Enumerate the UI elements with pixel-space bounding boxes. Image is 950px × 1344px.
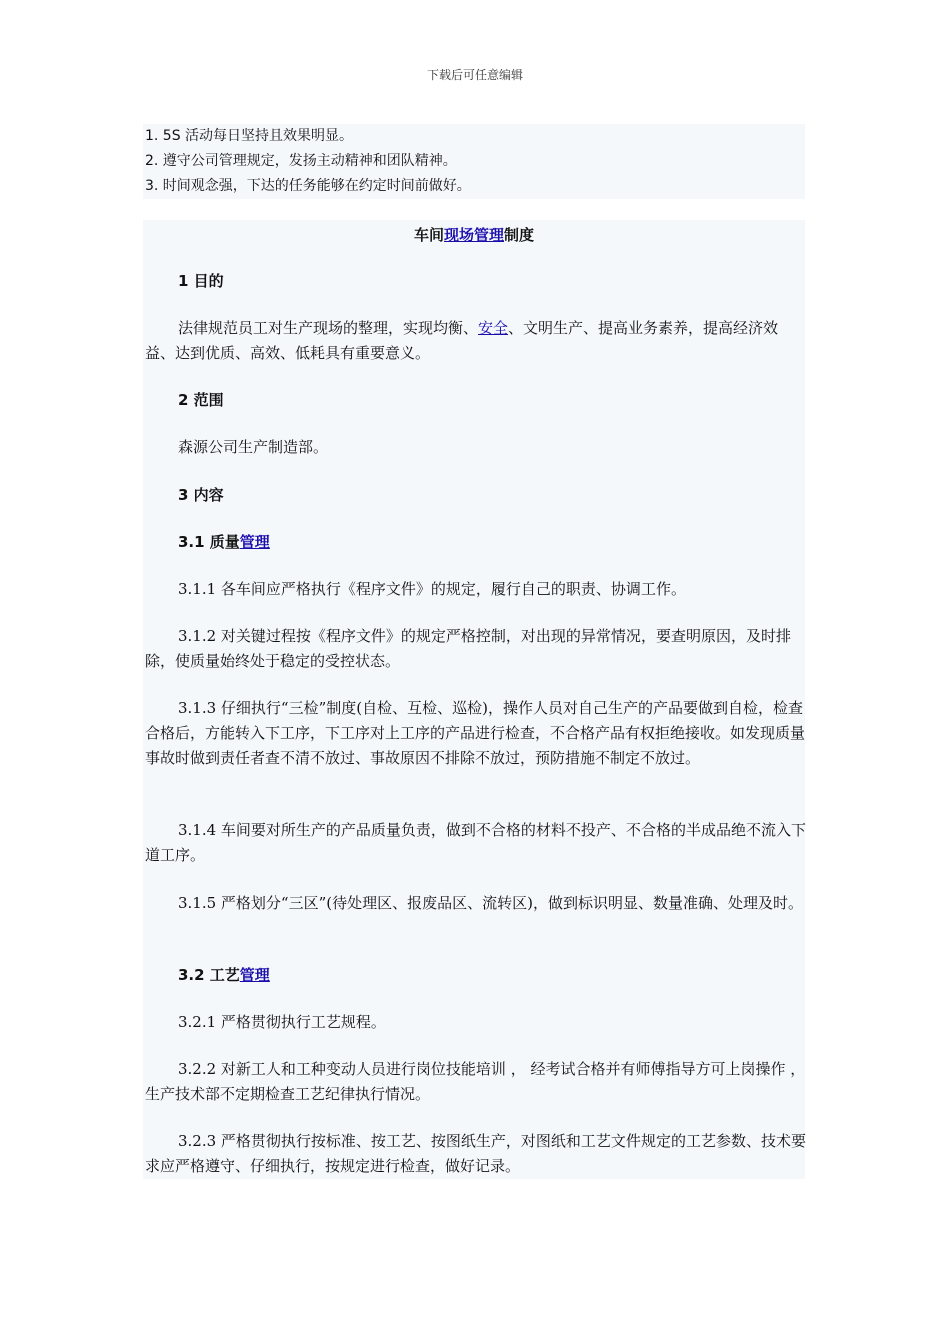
management-link[interactable]: 管理 — [239, 533, 270, 551]
paragraph-3-1-4: 3.1.4 车间要对所生产的产品质量负责，做到不合格的材料不投产、不合格的半成品绝不流入下道工序。 — [145, 821, 806, 864]
section-1-text — [145, 316, 807, 366]
section-3-2-heading-text: 3.2 工艺 — [178, 966, 240, 984]
numbered-list — [143, 124, 805, 199]
document-title — [143, 224, 805, 245]
list-item: 3. 时间观念强，下达的任务能够在约定时间前做好。 — [145, 178, 471, 194]
paragraph-3-2-2: 3.2.2 对新工人和工种变动人员进行岗位技能培训 ， 经考试合格并有师傅指导方可上岗操作 ， 生产技术部不定期检查工艺纪律执行情况。 — [145, 1060, 806, 1103]
paragraph-3-1-2: 3.1.2 对关键过程按《程序文件》的规定严格控制，对出现的异常情况，要查明原因，及时排除，使质量始终处于稳定的受控状态。 — [145, 627, 791, 670]
title-prefix: 车间 — [413, 226, 444, 244]
paragraph-3-1-1: 3.1.1 各车间应严格执行《程序文件》的规定，履行自己的职责、协调工作。 — [178, 580, 686, 598]
safety-link[interactable]: 安全 — [478, 319, 509, 337]
title-suffix: 制度 — [504, 226, 535, 244]
management-link[interactable]: 管理 — [239, 966, 270, 984]
section-1-heading: 1 目的 — [178, 272, 224, 290]
section-2-heading: 2 范围 — [178, 391, 224, 409]
list-item: 2. 遵守公司管理规定，发扬主动精神和团队精神。 — [145, 153, 457, 169]
section-3-2-heading — [145, 963, 807, 988]
section-3-heading: 3 内容 — [178, 486, 224, 504]
paragraph-3-1-5: 3.1.5 严格划分“三区”(待处理区、报废品区、流转区)，做到标识明显、数量准确、处理及时。 — [178, 894, 803, 912]
section-3-1-heading — [145, 530, 807, 555]
page-header: 下载后可任意编辑 — [426, 68, 523, 82]
section-1-text-a: 法律规范员工对生产现场的整理，实现均衡、 — [178, 319, 479, 337]
section-2-text: 森源公司生产制造部。 — [178, 438, 329, 456]
paragraph-3-2-3: 3.2.3 严格贯彻执行按标准、按工艺、按图纸生产，对图纸和工艺文件规定的工艺参数、技术要求应严格遵守、仔细执行，按规定进行检查，做好记录。 — [145, 1132, 806, 1175]
list-item: 1. 5S 活动每日坚持且效果明显。 — [145, 128, 354, 144]
paragraph-3-2-1: 3.2.1 严格贯彻执行工艺规程。 — [178, 1013, 386, 1031]
section-3-1-heading-text: 3.1 质量 — [178, 533, 240, 551]
section-1-text-b: 、文明生产、提高业务素养，提高经济效益、达到优质、高效、低耗具有重要意义。 — [145, 319, 779, 362]
title-link[interactable]: 现场管理 — [443, 226, 504, 244]
paragraph-3-1-3: 3.1.3 仔细执行“三检”制度(自检、互检、巡检)，操作人员对自己生产的产品要做到自检，检查合格后，方能转入下工序，下工序对上工序的产品进行检查，不合格产品有权拒绝接收。如发现质量事故时做到责任者查不清不放过、事故原因不排除不放过，预防措施不制定不放过。 — [145, 699, 806, 767]
